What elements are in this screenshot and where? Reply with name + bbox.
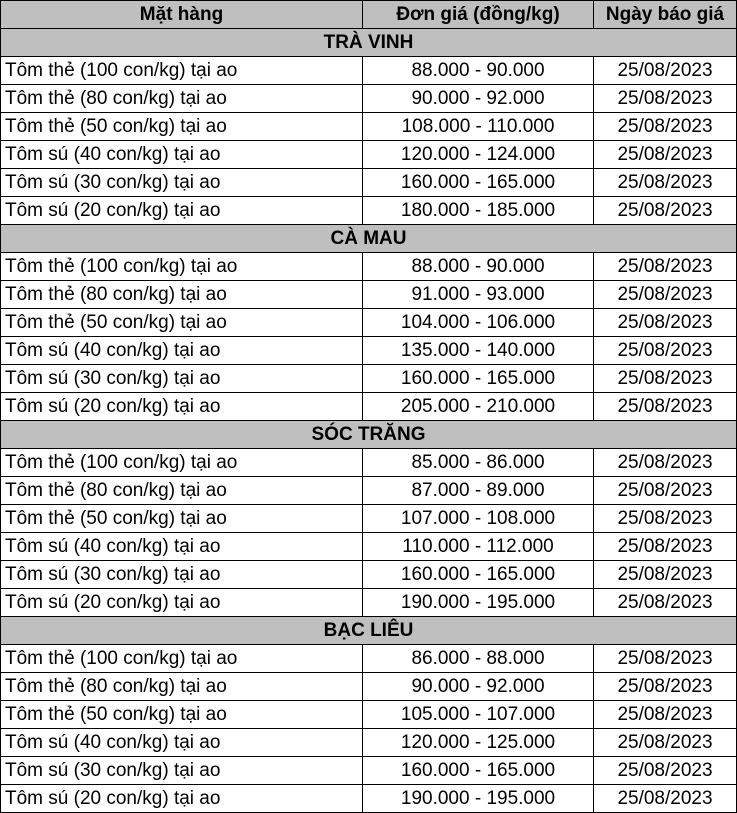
price-cell: 180.000 - 185.000 [363, 197, 594, 225]
date-cell: 25/08/2023 [594, 57, 737, 85]
item-cell: Tôm sú (40 con/kg) tại ao [1, 533, 363, 561]
date-cell: 25/08/2023 [594, 113, 737, 141]
item-cell: Tôm thẻ (100 con/kg) tại ao [1, 253, 363, 281]
date-cell: 25/08/2023 [594, 309, 737, 337]
date-cell: 25/08/2023 [594, 253, 737, 281]
price-cell: 107.000 - 108.000 [363, 505, 594, 533]
table-body [1, 29, 737, 813]
item-cell: Tôm thẻ (50 con/kg) tại ao [1, 309, 363, 337]
price-cell: 160.000 - 165.000 [363, 365, 594, 393]
price-cell: 85.000 - 86.000 [363, 449, 594, 477]
table-row [1, 561, 737, 589]
region-title: CÀ MAU [1, 225, 737, 253]
item-cell: Tôm thẻ (80 con/kg) tại ao [1, 477, 363, 505]
date-cell: 25/08/2023 [594, 393, 737, 421]
item-cell: Tôm thẻ (80 con/kg) tại ao [1, 673, 363, 701]
price-cell: 87.000 - 89.000 [363, 477, 594, 505]
item-cell: Tôm thẻ (100 con/kg) tại ao [1, 449, 363, 477]
item-cell: Tôm sú (40 con/kg) tại ao [1, 729, 363, 757]
item-cell: Tôm sú (20 con/kg) tại ao [1, 589, 363, 617]
table-row [1, 477, 737, 505]
region-title: SÓC TRĂNG [1, 421, 737, 449]
date-cell: 25/08/2023 [594, 757, 737, 785]
date-cell: 25/08/2023 [594, 729, 737, 757]
table-row [1, 645, 737, 673]
item-cell: Tôm sú (20 con/kg) tại ao [1, 197, 363, 225]
region-row [1, 29, 737, 57]
item-cell: Tôm sú (30 con/kg) tại ao [1, 365, 363, 393]
table-row [1, 701, 737, 729]
item-cell: Tôm thẻ (50 con/kg) tại ao [1, 505, 363, 533]
region-title: TRÀ VINH [1, 29, 737, 57]
region-row [1, 225, 737, 253]
price-cell: 160.000 - 165.000 [363, 561, 594, 589]
price-cell: 135.000 - 140.000 [363, 337, 594, 365]
date-cell: 25/08/2023 [594, 589, 737, 617]
date-cell: 25/08/2023 [594, 449, 737, 477]
table-row [1, 309, 737, 337]
price-cell: 160.000 - 165.000 [363, 757, 594, 785]
date-cell: 25/08/2023 [594, 85, 737, 113]
price-cell: 88.000 - 90.000 [363, 57, 594, 85]
item-cell: Tôm thẻ (80 con/kg) tại ao [1, 85, 363, 113]
item-cell: Tôm thẻ (50 con/kg) tại ao [1, 113, 363, 141]
table-row [1, 169, 737, 197]
date-cell: 25/08/2023 [594, 281, 737, 309]
item-cell: Tôm thẻ (100 con/kg) tại ao [1, 645, 363, 673]
date-cell: 25/08/2023 [594, 477, 737, 505]
table-row [1, 197, 737, 225]
price-cell: 86.000 - 88.000 [363, 645, 594, 673]
item-cell: Tôm sú (40 con/kg) tại ao [1, 337, 363, 365]
table-row [1, 253, 737, 281]
table-row [1, 113, 737, 141]
date-cell: 25/08/2023 [594, 337, 737, 365]
column-header-price: Đơn giá (đồng/kg) [363, 1, 594, 29]
table-row [1, 393, 737, 421]
table-row [1, 757, 737, 785]
date-cell: 25/08/2023 [594, 169, 737, 197]
table-row [1, 533, 737, 561]
price-cell: 88.000 - 90.000 [363, 253, 594, 281]
column-header-item: Mặt hàng [1, 1, 363, 29]
table-row [1, 449, 737, 477]
price-cell: 160.000 - 165.000 [363, 169, 594, 197]
date-cell: 25/08/2023 [594, 533, 737, 561]
price-cell: 104.000 - 106.000 [363, 309, 594, 337]
date-cell: 25/08/2023 [594, 197, 737, 225]
table-row [1, 785, 737, 813]
price-cell: 110.000 - 112.000 [363, 533, 594, 561]
date-cell: 25/08/2023 [594, 785, 737, 813]
price-cell: 120.000 - 125.000 [363, 729, 594, 757]
item-cell: Tôm sú (30 con/kg) tại ao [1, 757, 363, 785]
date-cell: 25/08/2023 [594, 141, 737, 169]
table-row [1, 673, 737, 701]
region-row [1, 421, 737, 449]
item-cell: Tôm sú (20 con/kg) tại ao [1, 393, 363, 421]
date-cell: 25/08/2023 [594, 365, 737, 393]
table-row [1, 85, 737, 113]
table-row [1, 365, 737, 393]
item-cell: Tôm sú (30 con/kg) tại ao [1, 561, 363, 589]
date-cell: 25/08/2023 [594, 561, 737, 589]
item-cell: Tôm sú (20 con/kg) tại ao [1, 785, 363, 813]
price-cell: 205.000 - 210.000 [363, 393, 594, 421]
table-row [1, 141, 737, 169]
table-row [1, 505, 737, 533]
item-cell: Tôm thẻ (50 con/kg) tại ao [1, 701, 363, 729]
table-row [1, 729, 737, 757]
price-cell: 105.000 - 107.000 [363, 701, 594, 729]
item-cell: Tôm sú (30 con/kg) tại ao [1, 169, 363, 197]
region-title: BẠC LIÊU [1, 617, 737, 645]
table-header-row [1, 1, 737, 29]
date-cell: 25/08/2023 [594, 673, 737, 701]
date-cell: 25/08/2023 [594, 505, 737, 533]
table-row [1, 589, 737, 617]
price-cell: 120.000 - 124.000 [363, 141, 594, 169]
date-cell: 25/08/2023 [594, 701, 737, 729]
price-cell: 91.000 - 93.000 [363, 281, 594, 309]
item-cell: Tôm thẻ (100 con/kg) tại ao [1, 57, 363, 85]
region-row [1, 617, 737, 645]
table-row [1, 281, 737, 309]
price-cell: 90.000 - 92.000 [363, 85, 594, 113]
table-row [1, 337, 737, 365]
date-cell: 25/08/2023 [594, 645, 737, 673]
price-cell: 108.000 - 110.000 [363, 113, 594, 141]
table-row [1, 57, 737, 85]
price-cell: 190.000 - 195.000 [363, 589, 594, 617]
price-cell: 90.000 - 92.000 [363, 673, 594, 701]
column-header-date: Ngày báo giá [594, 1, 737, 29]
price-cell: 190.000 - 195.000 [363, 785, 594, 813]
item-cell: Tôm thẻ (80 con/kg) tại ao [1, 281, 363, 309]
item-cell: Tôm sú (40 con/kg) tại ao [1, 141, 363, 169]
